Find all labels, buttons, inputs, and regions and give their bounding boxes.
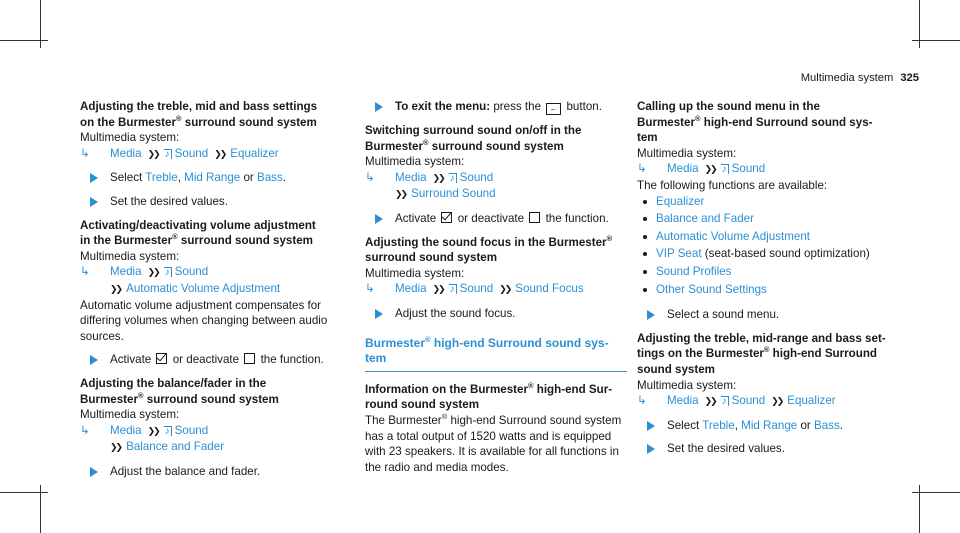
double-chevron-icon: ❯❯ bbox=[110, 442, 122, 453]
step-triangle-icon bbox=[375, 309, 383, 319]
menu-path: ↳ Media ❯❯ ♪ Sound ❯❯ Equalizer bbox=[80, 146, 279, 160]
music-note-icon: ♪ bbox=[164, 148, 170, 160]
function-list bbox=[637, 194, 899, 298]
column-middle bbox=[365, 99, 627, 475]
double-chevron-icon: ❯❯ bbox=[432, 284, 444, 295]
step-item: Select a sound menu. bbox=[637, 307, 899, 323]
step-triangle-icon bbox=[375, 102, 383, 112]
hook-arrow-icon: ↳ bbox=[365, 170, 375, 184]
back-button-icon: ← bbox=[546, 103, 561, 115]
music-note-icon: ♪ bbox=[449, 172, 455, 184]
music-note-icon: ♪ bbox=[164, 425, 170, 437]
system-label: Multimedia system: bbox=[80, 249, 180, 263]
menu-path: ↳ Media ❯❯ ♪ Sound bbox=[80, 265, 209, 279]
hook-arrow-icon: ↳ bbox=[80, 265, 90, 279]
system-label: Multimedia system: bbox=[365, 155, 465, 169]
step-item: Set the desired values. bbox=[80, 194, 350, 210]
hook-arrow-icon: ↳ bbox=[637, 162, 647, 176]
double-chevron-icon: ❯❯ bbox=[395, 189, 407, 200]
section-heading: Adjusting the sound focus in the Burmester® surround sound system bbox=[365, 233, 613, 265]
list-item: Other Sound Settings bbox=[637, 282, 899, 298]
music-note-icon: ♪ bbox=[721, 396, 727, 408]
section-heading: Adjusting the balance/fader in the Burmester® surround sound system bbox=[80, 376, 279, 406]
body-text: Automatic volume adjustment compensates for differing volumes when changing between audio sources. bbox=[80, 298, 328, 343]
hook-arrow-icon: ↳ bbox=[80, 423, 90, 437]
column-right bbox=[637, 99, 899, 457]
music-note-icon: ♪ bbox=[164, 267, 170, 279]
list-item: Automatic Volume Adjustment bbox=[637, 229, 899, 245]
system-label: Multimedia system: bbox=[637, 146, 737, 160]
section-heading: Information on the Burmester® high-end Sur- round sound system bbox=[365, 380, 613, 412]
step-item: Select Treble, Mid Range or Bass. bbox=[80, 170, 350, 186]
section-divider bbox=[365, 371, 627, 372]
menu-path: ↳ Media ❯❯ ♪ Sound bbox=[80, 423, 209, 437]
system-label: Multimedia system: bbox=[80, 131, 180, 145]
menu-path-continued: ❯❯ Balance and Fader bbox=[110, 440, 225, 454]
checkbox-checked-icon bbox=[441, 212, 452, 223]
crop-mark bbox=[912, 40, 960, 41]
column-left bbox=[80, 99, 350, 479]
system-label: Multimedia system: bbox=[80, 408, 180, 422]
double-chevron-icon: ❯❯ bbox=[110, 283, 122, 294]
checkbox-empty-icon bbox=[529, 212, 540, 223]
crop-mark bbox=[0, 40, 48, 41]
list-item: Equalizer bbox=[637, 194, 899, 210]
section-heading: Switching surround sound on/off in the Burmester® surround sound system bbox=[365, 124, 582, 153]
section-heading: Adjusting the treble, mid-range and bass set- tings on the Burmester® high-end Surround sound system bbox=[637, 331, 886, 376]
menu-path: ↳ Media ❯❯ ♪ Sound bbox=[637, 162, 766, 176]
header-title: Multimedia system bbox=[800, 72, 894, 84]
menu-path-continued: ❯❯ Automatic Volume Adjustment bbox=[110, 281, 281, 295]
system-label: Multimedia system: bbox=[637, 378, 737, 392]
chapter-heading: Burmester® high-end Surround sound sys- tem bbox=[365, 334, 609, 366]
menu-path: ↳ Media ❯❯ ♪ Sound ❯❯ Sound Focus bbox=[365, 282, 584, 296]
step-triangle-icon bbox=[647, 421, 655, 431]
step-item: Adjust the sound focus. bbox=[365, 306, 627, 322]
double-chevron-icon: ❯❯ bbox=[499, 284, 511, 295]
step-triangle-icon bbox=[90, 173, 98, 183]
double-chevron-icon: ❯❯ bbox=[704, 396, 716, 407]
menu-path: ↳ Media ❯❯ ♪ Sound bbox=[365, 170, 494, 184]
list-item: Sound Profiles bbox=[637, 264, 899, 280]
page-number: 325 bbox=[900, 72, 919, 84]
double-chevron-icon: ❯❯ bbox=[704, 164, 716, 175]
step-triangle-icon bbox=[90, 197, 98, 207]
step-item: Adjust the balance and fader. bbox=[80, 464, 350, 480]
double-chevron-icon: ❯❯ bbox=[432, 172, 444, 183]
step-triangle-icon bbox=[90, 467, 98, 477]
menu-path-continued: ❯❯ Surround Sound bbox=[395, 187, 496, 201]
hook-arrow-icon: ↳ bbox=[365, 282, 375, 296]
step-triangle-icon bbox=[90, 355, 98, 365]
double-chevron-icon: ❯❯ bbox=[214, 148, 226, 159]
music-note-icon: ♪ bbox=[721, 164, 727, 176]
step-triangle-icon bbox=[375, 214, 383, 224]
crop-mark bbox=[0, 492, 48, 493]
step-item: Activate or deactivate the function. bbox=[80, 352, 350, 368]
menu-path: ↳ Media ❯❯ ♪ Sound ❯❯ Equalizer bbox=[637, 394, 836, 408]
hook-arrow-icon: ↳ bbox=[637, 394, 647, 408]
section-heading: Calling up the sound menu in the Burmester® high-end Surround sound sys- tem bbox=[637, 100, 873, 145]
list-item: Balance and Fader bbox=[637, 211, 899, 227]
double-chevron-icon: ❯❯ bbox=[147, 148, 159, 159]
checkbox-checked-icon bbox=[156, 353, 167, 364]
checkbox-empty-icon bbox=[244, 353, 255, 364]
double-chevron-icon: ❯❯ bbox=[147, 425, 159, 436]
page-header bbox=[801, 71, 919, 87]
hook-arrow-icon: ↳ bbox=[80, 146, 90, 160]
step-item: Select Treble, Mid Range or Bass. bbox=[637, 418, 899, 434]
list-item: VIP Seat (seat-based sound optimization) bbox=[637, 246, 899, 262]
step-item: Set the desired values. bbox=[637, 441, 899, 457]
body-text: The following functions are available: bbox=[637, 178, 828, 192]
system-label: Multimedia system: bbox=[365, 266, 465, 280]
section-heading: Activating/deactivating volume adjustment in the Burmester® surround sound system bbox=[80, 218, 316, 248]
step-triangle-icon bbox=[647, 444, 655, 454]
step-triangle-icon bbox=[647, 310, 655, 320]
body-text: The Burmester® high-end Surround sound system has a total output of 1520 watts and is equipped with 23 speakers. It is available for all functions in the radio and media modes. bbox=[365, 411, 622, 474]
crop-mark bbox=[912, 492, 960, 493]
step-item: Activate or deactivate the function. bbox=[365, 211, 627, 227]
section-heading: Adjusting the treble, mid and bass settings on the Burmester® surround sound system bbox=[80, 100, 318, 129]
step-item: To exit the menu: press the ← button. bbox=[365, 99, 627, 115]
double-chevron-icon: ❯❯ bbox=[147, 267, 159, 278]
music-note-icon: ♪ bbox=[449, 284, 455, 296]
double-chevron-icon: ❯❯ bbox=[771, 396, 783, 407]
